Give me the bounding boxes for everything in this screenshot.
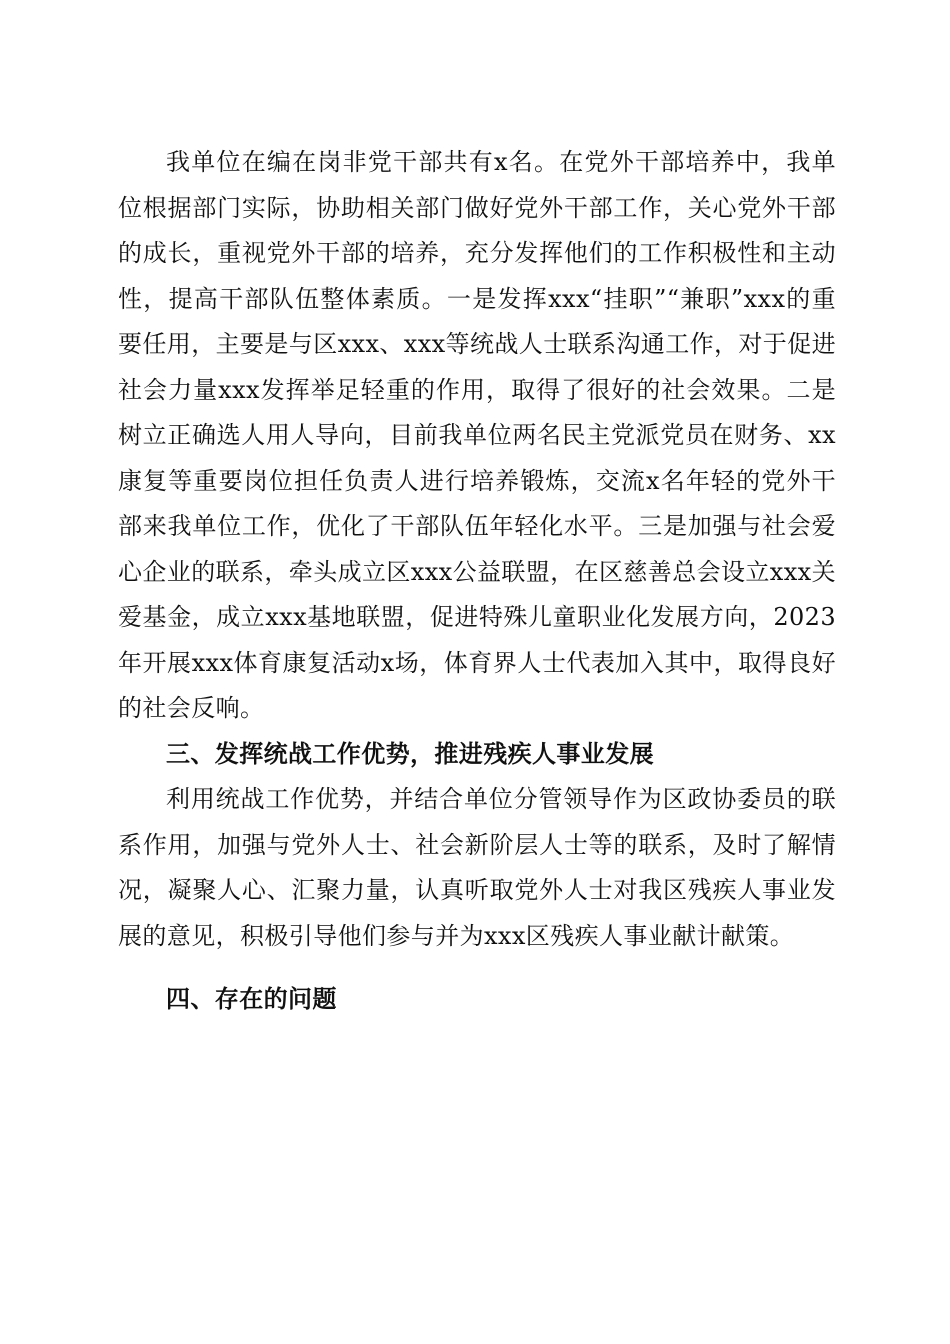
- section-heading-3: 三、发挥统战工作优势，推进残疾人事业发展: [166, 739, 654, 768]
- document-page: [118, 140, 836, 1023]
- body-paragraph-cadre-training: 我单位在编在岗非党干部共有x名。在党外干部培养中，我单位根据部门实际，协助相关部门做好党外干部工作，关心党外干部的成长，重视党外干部的培养，充分发挥他们的工作积极性和主动性，提高干部队伍整体素质。一是发挥xxx“挂职”“兼职”xxx的重要任用，主要是与区xxx、xxx等统战人士联系沟通工作，对于促进社会力量xxx发挥举足轻重的作用，取得了很好的社会效果。二是树立正确选人用人导向，目前我单位两名民主党派党员在财务、xx康复等重要岗位担任负责人进行培养锻炼，交流x名年轻的党外干部来我单位工作，优化了干部队伍年轻化水平。三是加强与社会爱心企业的联系，牵头成立区xxx公益联盟，在区慈善总会设立xxx关爱基金，成立xxx基地联盟，促进特殊儿童职业化发展方向，2023年开展xxx体育康复活动x场，体育界人士代表加入其中，取得良好的社会反响。: [118, 148, 837, 722]
- body-paragraph-united-front: 利用统战工作优势，并结合单位分管领导作为区政协委员的联系作用，加强与党外人士、社会新阶层人士等的联系，及时了解情况，凝聚人心、汇聚力量，认真听取党外人士对我区残疾人事业发展的意见，积极引导他们参与并为xxx区残疾人事业献计献策。: [118, 785, 836, 950]
- section-heading-4: 四、存在的问题: [166, 985, 337, 1013]
